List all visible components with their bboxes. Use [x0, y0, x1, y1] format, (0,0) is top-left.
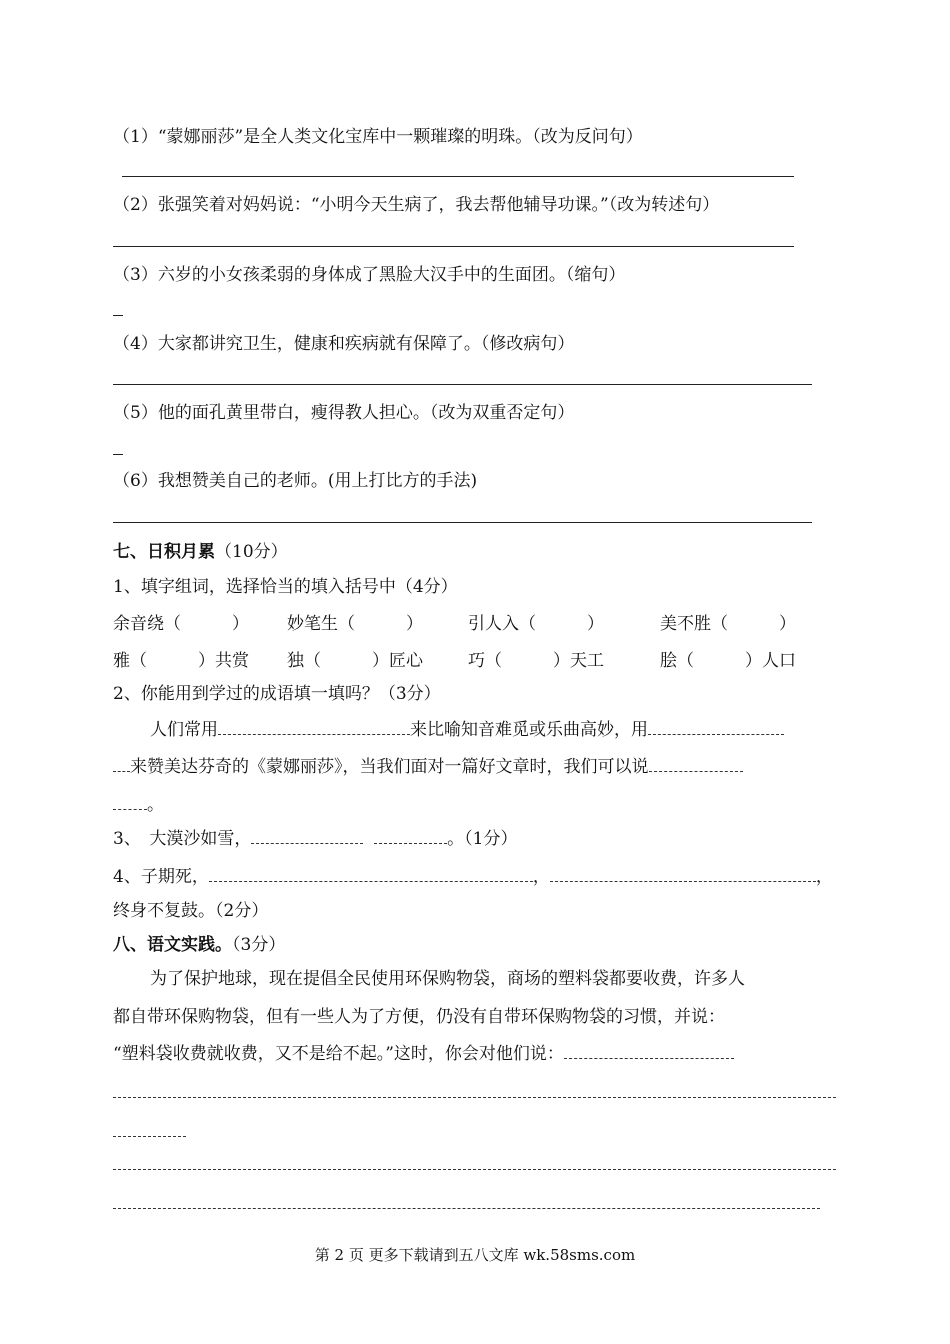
- q2-blank-1[interactable]: [218, 720, 410, 735]
- q2-blank-3[interactable]: [649, 757, 743, 772]
- idiom-5: 雅（ ）共赏: [113, 651, 249, 671]
- section-7-heading: [113, 541, 288, 563]
- idiom-7: 巧（ ）天工: [468, 651, 604, 671]
- idiom-3: 引人入（ ）: [468, 614, 604, 634]
- q2-line-3: [113, 794, 164, 816]
- section-8-para-2: 都自带环保购物袋，但有一些人为了方便，仍没有自带环保购物袋的习惯，并说：: [113, 1007, 725, 1027]
- section-7-title: 七、日积月累: [113, 542, 215, 562]
- q4-comma: ，: [532, 867, 550, 887]
- question-6: （6）我想赞美自己的老师。(用上打比方的手法): [113, 471, 478, 491]
- q2-line-1: [150, 719, 784, 741]
- q4-blank-2[interactable]: [550, 867, 816, 882]
- q3-blank-2[interactable]: [374, 829, 447, 844]
- q2-text-c: 来赞美达芬奇的《蒙娜丽莎》，当我们面对一篇好文章时，我们可以说: [130, 757, 649, 777]
- q2-line-2: [113, 756, 743, 778]
- question-5: （5）他的面孔黄里带白，瘦得教人担心。（改为双重否定句）: [113, 403, 575, 423]
- section-7-score: （10分）: [215, 542, 288, 562]
- section-8-answer-line-2[interactable]: [113, 1136, 186, 1137]
- section-7-q3: [113, 828, 517, 850]
- q2-text-b: 来比喻知音难觅或乐曲高妙，用: [410, 720, 648, 740]
- question-2: （2）张强笑着对妈妈说：“小明今天生病了，我去帮他辅导功课。”（改为转述句）: [113, 195, 720, 215]
- idiom-6: 独（ ）匠心: [287, 651, 423, 671]
- q2-blank-2[interactable]: [648, 720, 784, 735]
- section-8-score: （3分）: [232, 935, 286, 955]
- idiom-1: 余音绕（ ）: [113, 614, 249, 634]
- q3-text-a: 3、 大漠沙如雪，: [113, 829, 252, 849]
- q3-text-b: 。（1分）: [447, 829, 518, 849]
- q4-blank-1[interactable]: [209, 867, 533, 882]
- question-1: （1）“蒙娜丽莎”是全人类文化宝库中一颗璀璨的明珠。（改为反问句）: [113, 127, 643, 147]
- q2-end: 。: [147, 795, 164, 815]
- section-7-q2: 2、你能用到学过的成语填一填吗？（3分）: [113, 684, 441, 704]
- section-8-answer-line-4[interactable]: [113, 1208, 820, 1209]
- idiom-4: 美不胜（ ）: [660, 614, 796, 634]
- q2-blank-3-cont[interactable]: [113, 795, 147, 810]
- section-8-heading: [113, 934, 285, 956]
- idiom-2: 妙笔生（ ）: [287, 614, 423, 634]
- answer-line-2[interactable]: [113, 246, 794, 247]
- answer-line-6[interactable]: [113, 522, 812, 523]
- section-8-answer-line-1[interactable]: [113, 1097, 836, 1098]
- section-8-para-3: [113, 1043, 734, 1065]
- section-8-para-3-text: “塑料袋收费就收费，又不是给不起。”这时，你会对他们说：: [113, 1044, 564, 1064]
- section-8-para-1: 为了保护地球，现在提倡全民使用环保购物袋，商场的塑料袋都要收费，许多人: [150, 969, 745, 989]
- question-4: （4）大家都讲究卫生，健康和疾病就有保障了。（修改病句）: [113, 334, 575, 354]
- answer-line-1[interactable]: [122, 176, 794, 177]
- section-8-answer-line-3[interactable]: [113, 1169, 836, 1170]
- section-7-q4: [113, 866, 833, 888]
- section-8-blank-1[interactable]: [564, 1044, 734, 1059]
- section-7-q1: 1、填字组词，选择恰当的填入括号中（4分）: [113, 577, 458, 597]
- answer-line-5[interactable]: [113, 454, 123, 455]
- q2-blank-2-cont[interactable]: [113, 757, 130, 772]
- answer-line-4[interactable]: [113, 384, 812, 385]
- page-footer: 第 2 页 更多下载请到五八文库 wk.58sms.com: [314, 1246, 636, 1264]
- answer-line-3[interactable]: [113, 315, 123, 316]
- q3-blank-1[interactable]: [251, 829, 363, 844]
- q2-text-a: 人们常用: [150, 720, 218, 740]
- question-3: （3）六岁的小女孩柔弱的身体成了黑脸大汉手中的生面团。（缩句）: [113, 265, 626, 285]
- section-8-title: 八、语文实践。: [113, 935, 232, 955]
- q4-text-a: 4、子期死，: [113, 867, 209, 887]
- q4-end: 终身不复鼓。（2分）: [113, 901, 269, 921]
- idiom-8: 脍（ ）人口: [660, 651, 796, 671]
- q4-comma-2: ，: [815, 867, 833, 887]
